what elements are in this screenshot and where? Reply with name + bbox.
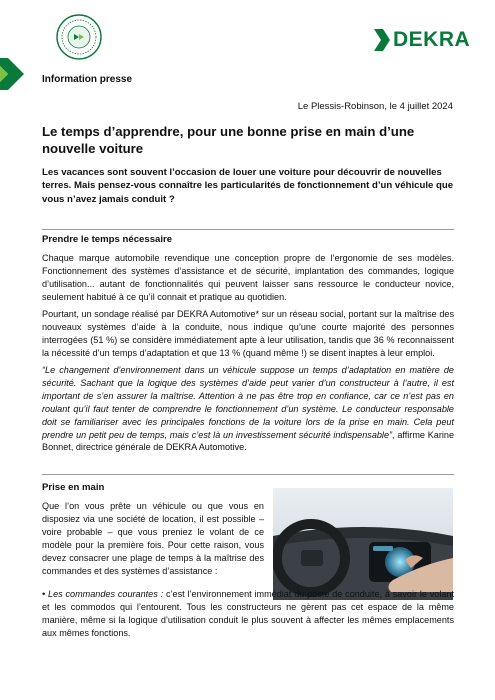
section-divider — [42, 474, 454, 475]
section-heading: Prise en main — [42, 482, 105, 493]
dekra-logo — [374, 28, 470, 52]
paragraph: Que l’on vous prête un véhicule ou que vous en disposiez via une société de location, il est possible – voire probable – que vous preniez le volant de ce modèle pour la première fois. Pour cette raison, vous devez consacrer une plage de temps à la maîtrise des commandes et des systèmes d’assistance : — [42, 501, 264, 576]
bullet-label: • Les commandes courantes : — [42, 589, 163, 599]
article-title: Le temps d’apprendre, pour une bonne prise en main d’une nouvelle voiture — [42, 124, 415, 156]
car-dashboard-photo — [273, 488, 453, 600]
quote-paragraph — [42, 364, 454, 454]
bullet-text: c’est l’environnement immédiat du poste de conduite, à savoir le volant et les commodos qui l’entourent. Tous les constructeurs ne gèrent pas cet espace de la même manière, même si la logique d’utilisation conduit le plus souvent à affecter les mêmes emplacements aux mêmes fonctions. — [42, 589, 454, 638]
list-item — [42, 588, 454, 640]
logo-text: DEKRA — [393, 28, 471, 51]
decorative-chevron-icon — [0, 58, 30, 98]
paragraph: Chaque marque automobile revendique une conception propre de l’ergonomie de ses modèles. Fonctionnement des systèmes d’assistance et de sécurité, implantation des commandes, logique d’utilisation... autant de fonctionnalités qui peuvent laisser sans ressource le conducteur novice, seulement habitué à ce qu’il connait et pratique au quotidien. — [42, 253, 454, 302]
place-date: Le Plessis-Robinson, le 4 juillet 2024 — [297, 101, 453, 112]
article-lead: Les vacances sont souvent l’occasion de louer une voiture pour découvrir de nouvelles terres. Mais pensez-vous connaître les particularités de fonctionnement d’un véhicule que vous n’avez jamais conduit ? — [42, 167, 454, 205]
quote-text: “Le changement d’environnement dans un véhicule suppose un temps d’adaptation en matière de sécurité. Sachant que la logique des systèmes d’aide peut varier d’un constructeur à l’autre, il est important de s’en assurer la maîtrise. Attention à ne pas être trop en confiance, car ce n’est pas en roulant qu’il faut tenter de comprendre le fonctionnement d’un système. Le conducteur responsable doit se familiariser avec les principales fonctions de la voiture lors de la prise en main. Cela peut prendre un petit peu de temps, mais c’est là un investissement sécurité indispensable” — [42, 365, 454, 440]
press-label: Information presse — [42, 74, 133, 85]
paragraph: Pourtant, un sondage réalisé par DEKRA Automotive* sur un réseau social, portant sur la maîtrise des nouveaux systèmes d’aide à la conduite, nous indique qu’une courte majorité des personnes interrogées (51 %) se considère immédiatement apte à leur utilisation, tandis que 36 % reconnaissent la nécessité d’un temps d’adaptation et que 13 % (quand même !) se disent inaptes à leur emploi. — [42, 309, 454, 358]
section-heading: Prendre le temps nécessaire — [42, 234, 173, 245]
quote-attribution: , affirme Karine Bonnet, directrice générale de DEKRA Automotive. — [42, 429, 455, 453]
section-divider — [42, 229, 454, 230]
dekra-chevron-icon — [374, 29, 390, 51]
certification-seal-icon — [56, 14, 102, 60]
